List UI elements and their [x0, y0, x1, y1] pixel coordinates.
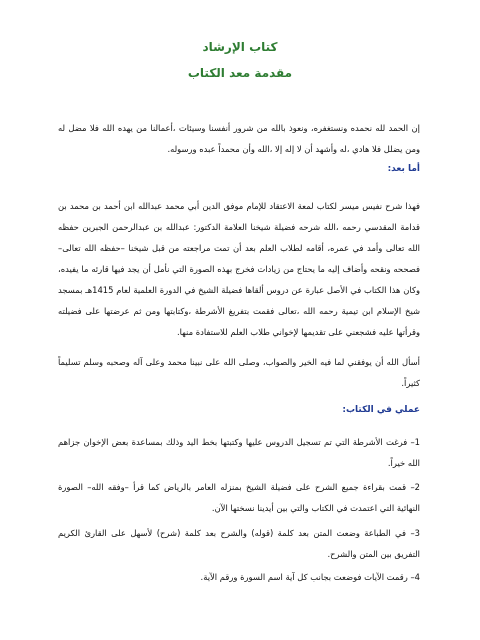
prayer-paragraph: أسأل الله أن يوفقني لما فيه الخير والصواب، وصلى الله على نبينا محمد وعلى آله وصحبه وسلم تسليماً كثيراً. [58, 357, 420, 388]
work-item-1: 1– فرغت الأشرطة التي تم تسجيل الدروس عليها وكتبتها بخط اليد وذلك بمساعدة بعض الإخوان جزاهم الله خيراً. [58, 437, 420, 468]
intro-title: مقدمة معد الكتاب [187, 66, 293, 80]
work-item-3: 3– في الطباعة وضعت المتن بعد كلمة (قوله) والشرح بعد كلمة (شرح) لأسهل على القارئ الكريم التفريق بين المتن والشرح. [58, 528, 420, 559]
book-title: كتاب الإرشاد [202, 40, 278, 54]
work-item-2: 2– قمت بقراءة جميع الشرح على فضيلة الشيخ بمنزله العامر بالرياض كما قرأ –وفقه الله– الصورة النهائية التي اعتمدت في الكتاب والتي بين أيدينا نسختها الآن. [58, 482, 420, 513]
opening-paragraph: إن الحمد لله نحمده ونستغفره، ونعوذ بالله من شرور أنفسنا وسيئات ،أعمالنا من يهده الله فلا مضل له ومن يضلل فلا هادي ،له وأشهد أن لا إله إلا ،الله وأن محمداً عبده ورسوله. [58, 123, 420, 154]
preface-paragraph: فهذا شرح نفيس ميسر لكتاب لمعة الاعتقاد للإمام موفق الدين أبي محمد عبدالله ابن أحمد بن محمد بن قدامة المقدسي رحمه ،الله شرحه فضيلة شيخنا العلامة الدكتور: عبدالله بن عبدالرحمن الجبرين حفظه الله تعالى وأمد في عمره، أقامه لطلاب العلم بعد أن تمت مراجعته من قبل شيخنا –حفظه الله تعالى– فصححه ونقحه وأضاف إليه ما يحتاج من زيادات فخرج بهذه الصورة التي نأمل أن يجد فيها قارئه ما يفيده، وكان هذا الكتاب في الأصل عبارة عن دروس ألقاها فضيلة الشيخ في الدورة العلمية لعام 1415هـ بمسجد شيخ الإسلام ابن تيمية رحمه الله ،تعالى فقمت بتفريغ الأشرطة ،وكتابتها ومن ثم عرضتها على فضيلته وقرأتها عليه فشجعني على تقديمها لإخواني طلاب العلم للاستفادة منها. [58, 201, 421, 337]
work-heading: عملي في الكتاب: [342, 405, 420, 415]
work-item-4: 4– رقمت الآيات فوضعت بجانب كل آية اسم السورة ورقم الآية. [200, 572, 420, 582]
amma-baad-heading: أما بعد: [387, 164, 420, 174]
